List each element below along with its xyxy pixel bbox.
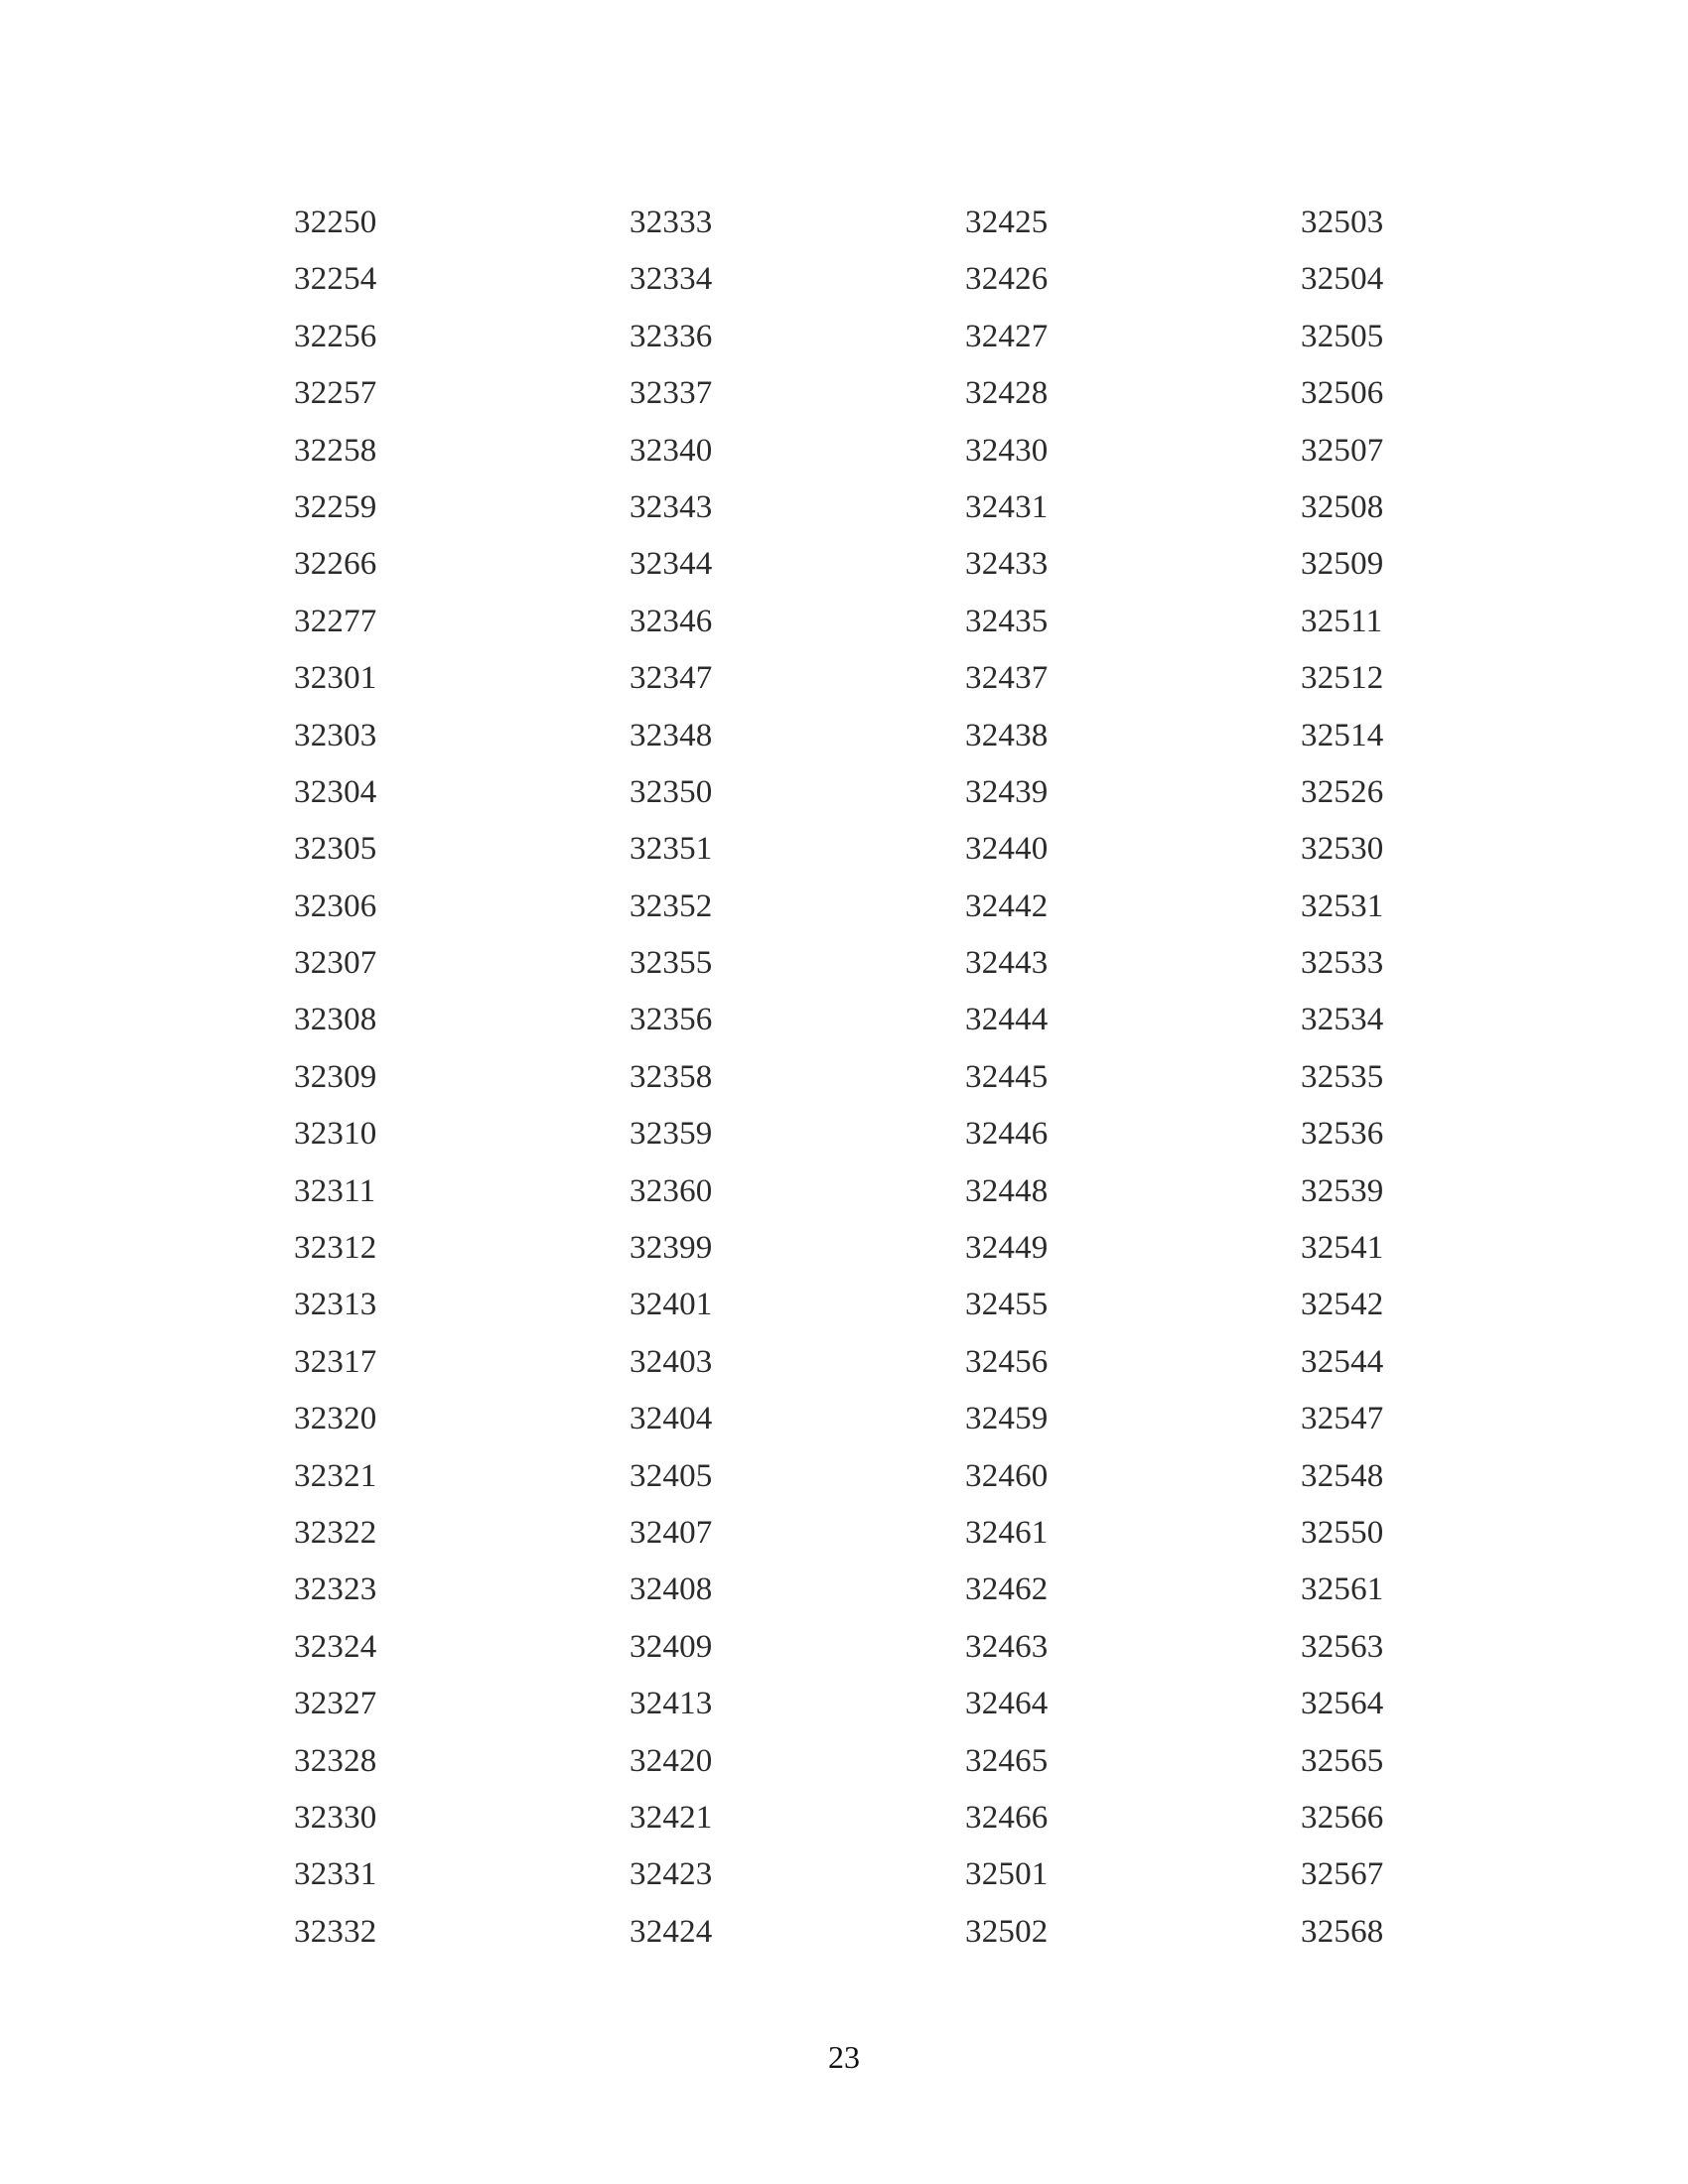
zip-code: 32504 [1301, 261, 1384, 298]
zip-code: 32449 [965, 1230, 1049, 1267]
page-number: 23 [828, 2039, 860, 2075]
zip-code: 32348 [630, 717, 713, 753]
zip-code: 32446 [965, 1116, 1049, 1153]
zip-code: 32256 [294, 318, 377, 354]
zip-code: 32331 [294, 1856, 377, 1893]
zip-code: 32266 [294, 546, 377, 583]
zip-code: 32461 [965, 1514, 1049, 1551]
zip-code: 32445 [965, 1058, 1049, 1095]
zip-code: 32352 [630, 887, 713, 924]
zip-code: 32459 [965, 1401, 1049, 1437]
zip-code: 32359 [630, 1116, 713, 1153]
zip-code: 32350 [630, 773, 713, 810]
zip-code: 32323 [294, 1571, 377, 1608]
zip-code: 32539 [1301, 1172, 1384, 1209]
zip-code: 32320 [294, 1401, 377, 1437]
zip-code: 32466 [965, 1799, 1049, 1836]
zip-code: 32443 [965, 945, 1049, 982]
zip-code: 32337 [630, 375, 713, 412]
zip-code: 32423 [630, 1856, 713, 1893]
zip-code: 32506 [1301, 375, 1384, 412]
zip-code: 32564 [1301, 1686, 1384, 1722]
zip-code: 32426 [965, 261, 1049, 298]
zip-code: 32424 [630, 1913, 713, 1950]
zip-code: 32430 [965, 432, 1049, 469]
zip-code: 32509 [1301, 546, 1384, 583]
zip-code: 32561 [1301, 1571, 1384, 1608]
zip-code: 32403 [630, 1343, 713, 1380]
zip-code: 32433 [965, 546, 1049, 583]
zip-column-3 [965, 195, 1301, 1961]
zip-code: 32501 [965, 1856, 1049, 1893]
zip-code: 32399 [630, 1230, 713, 1267]
zip-code: 32404 [630, 1401, 713, 1437]
zip-code: 32568 [1301, 1913, 1384, 1950]
zip-code: 32356 [630, 1002, 713, 1038]
zip-code: 32442 [965, 887, 1049, 924]
zip-code: 32313 [294, 1287, 377, 1323]
zip-column-2 [630, 195, 965, 1961]
zip-code: 32328 [294, 1742, 377, 1779]
zip-column-4 [1301, 195, 1394, 1961]
zip-code: 32431 [965, 488, 1049, 525]
zip-code: 32462 [965, 1571, 1049, 1608]
zip-code: 32355 [630, 945, 713, 982]
zip-code: 32324 [294, 1628, 377, 1665]
zip-column-1 [294, 195, 630, 1961]
zip-code: 32512 [1301, 660, 1384, 697]
zip-code: 32277 [294, 603, 377, 639]
zip-code: 32343 [630, 488, 713, 525]
zip-code: 32327 [294, 1686, 377, 1722]
zip-code: 32425 [965, 205, 1049, 240]
zip-code: 32401 [630, 1287, 713, 1323]
zip-code: 32533 [1301, 945, 1384, 982]
zip-code: 32503 [1301, 205, 1384, 240]
zip-code: 32455 [965, 1287, 1049, 1323]
zip-code: 32254 [294, 261, 377, 298]
zip-code: 32358 [630, 1058, 713, 1095]
zip-code: 32535 [1301, 1058, 1384, 1095]
zip-code: 32437 [965, 660, 1049, 697]
zip-code: 32332 [294, 1913, 377, 1950]
zip-code: 32257 [294, 375, 377, 412]
zip-code: 32321 [294, 1457, 377, 1494]
zip-code: 32563 [1301, 1628, 1384, 1665]
zip-code: 32250 [294, 205, 377, 240]
zip-code: 32541 [1301, 1230, 1384, 1267]
zip-code-table [294, 195, 1394, 1961]
zip-code: 32508 [1301, 488, 1384, 525]
zip-code: 32567 [1301, 1856, 1384, 1893]
zip-code: 32259 [294, 488, 377, 525]
zip-code: 32413 [630, 1686, 713, 1722]
zip-code: 32307 [294, 945, 377, 982]
zip-code: 32463 [965, 1628, 1049, 1665]
zip-code: 32530 [1301, 831, 1384, 868]
zip-code: 32505 [1301, 318, 1384, 354]
zip-code: 32322 [294, 1514, 377, 1551]
zip-code: 32409 [630, 1628, 713, 1665]
zip-code: 32301 [294, 660, 377, 697]
zip-code: 32536 [1301, 1116, 1384, 1153]
zip-code: 32565 [1301, 1742, 1384, 1779]
zip-code: 32420 [630, 1742, 713, 1779]
zip-code: 32444 [965, 1002, 1049, 1038]
zip-code: 32548 [1301, 1457, 1384, 1494]
zip-code: 32440 [965, 831, 1049, 868]
zip-code: 32514 [1301, 717, 1384, 753]
zip-code: 32308 [294, 1002, 377, 1038]
zip-code: 32305 [294, 831, 377, 868]
zip-code: 32544 [1301, 1343, 1384, 1380]
zip-code: 32460 [965, 1457, 1049, 1494]
zip-code: 32340 [630, 432, 713, 469]
zip-code: 32306 [294, 887, 377, 924]
zip-code: 32309 [294, 1058, 377, 1095]
zip-code: 32303 [294, 717, 377, 753]
zip-code: 32511 [1301, 603, 1383, 639]
zip-code: 32456 [965, 1343, 1049, 1380]
zip-code: 32317 [294, 1343, 377, 1380]
zip-code: 32550 [1301, 1514, 1384, 1551]
zip-code: 32448 [965, 1172, 1049, 1209]
zip-code: 32407 [630, 1514, 713, 1551]
zip-code: 32428 [965, 375, 1049, 412]
zip-code: 32438 [965, 717, 1049, 753]
zip-code: 32334 [630, 261, 713, 298]
zip-code: 32346 [630, 603, 713, 639]
zip-code: 32435 [965, 603, 1049, 639]
zip-code: 32408 [630, 1571, 713, 1608]
zip-code: 32311 [294, 1172, 376, 1209]
zip-code: 32333 [630, 205, 713, 240]
zip-code: 32258 [294, 432, 377, 469]
zip-code: 32351 [630, 831, 713, 868]
zip-code: 32427 [965, 318, 1049, 354]
zip-code: 32336 [630, 318, 713, 354]
zip-code: 32312 [294, 1230, 377, 1267]
zip-code: 32507 [1301, 432, 1384, 469]
zip-code: 32439 [965, 773, 1049, 810]
zip-code: 32526 [1301, 773, 1384, 810]
zip-code: 32502 [965, 1913, 1049, 1950]
zip-code: 32464 [965, 1686, 1049, 1722]
zip-code: 32347 [630, 660, 713, 697]
zip-code: 32531 [1301, 887, 1384, 924]
zip-code: 32542 [1301, 1287, 1384, 1323]
zip-code: 32405 [630, 1457, 713, 1494]
zip-code: 32360 [630, 1172, 713, 1209]
zip-code: 32465 [965, 1742, 1049, 1779]
zip-code: 32547 [1301, 1401, 1384, 1437]
zip-code: 32304 [294, 773, 377, 810]
zip-code: 32330 [294, 1799, 377, 1836]
zip-code: 32534 [1301, 1002, 1384, 1038]
zip-code: 32566 [1301, 1799, 1384, 1836]
zip-code: 32421 [630, 1799, 713, 1836]
zip-code: 32310 [294, 1116, 377, 1153]
zip-code: 32344 [630, 546, 713, 583]
